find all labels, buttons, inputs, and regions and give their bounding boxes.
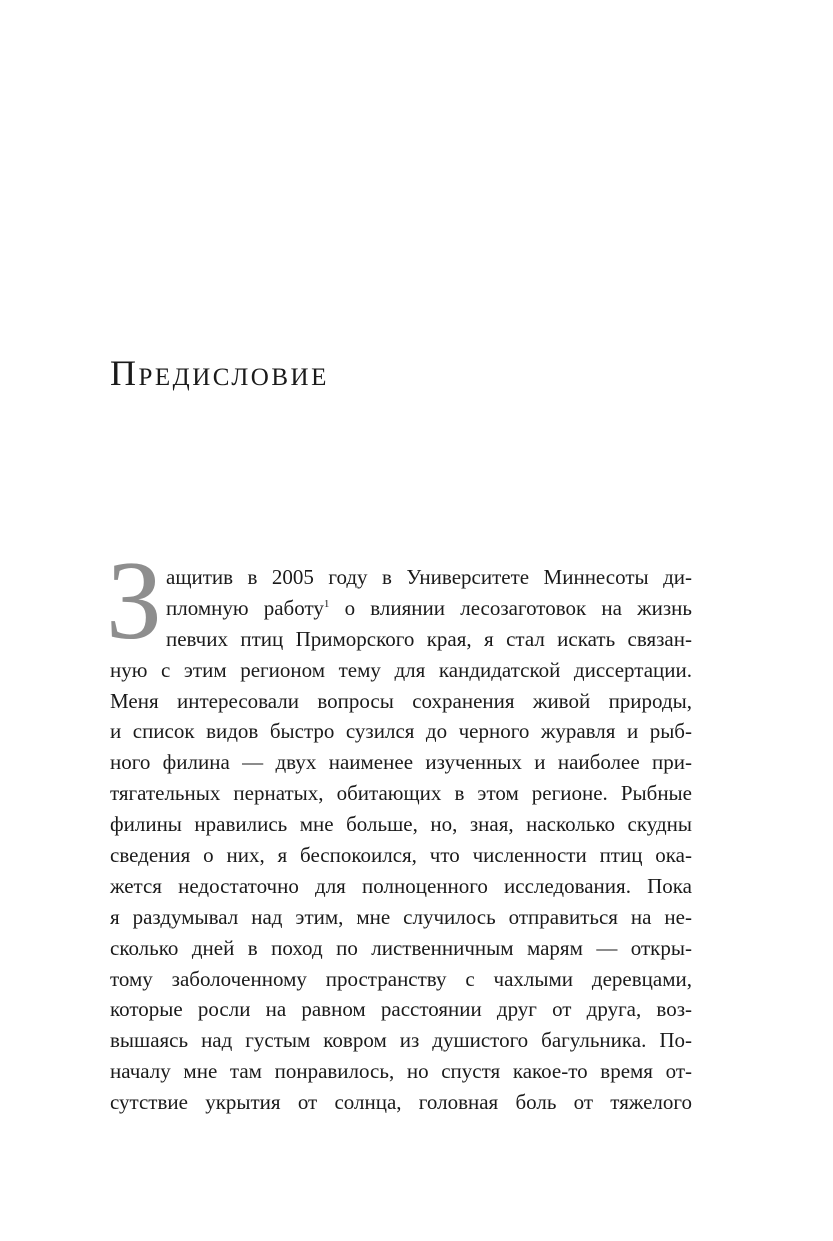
text-line — [110, 562, 692, 593]
text-line — [110, 716, 692, 747]
text-line-content: я раздумывал над этим, мне случилось отправиться на не- — [110, 904, 692, 929]
text-line-content: сколько дней в поход по лиственничным марям — откры- — [110, 935, 692, 960]
text-line — [110, 840, 692, 871]
text-line — [110, 809, 692, 840]
text-line-content: сутствие укрытия от солнца, головная боль от тяжелого — [110, 1090, 692, 1115]
text-line — [110, 1087, 692, 1118]
text-line-content: о влиянии лесозаготовок на жизнь — [329, 595, 692, 620]
text-line — [110, 994, 692, 1025]
text-line-content: Меня интересовали вопросы сохранения живой природы, — [110, 688, 692, 713]
text-line — [110, 624, 692, 655]
text-line-content: тому заболоченному пространству с чахлыми деревцами, — [110, 966, 692, 991]
text-line-content: ащитив в 2005 году в Университете Миннесоты ди- — [166, 565, 692, 589]
text-line — [110, 747, 692, 778]
text-line-content: вышаясь над густым ковром из душистого багульника. По- — [110, 1028, 692, 1053]
chapter-title: Предисловие — [110, 353, 329, 393]
body-text — [110, 562, 692, 1118]
footnote-marker[interactable]: 1 — [323, 597, 330, 610]
text-line-content: и список видов быстро сузился до черного журавля и рыб- — [110, 719, 692, 744]
text-line-content: которые росли на равном расстоянии друг от друга, воз- — [110, 997, 692, 1022]
text-line-content: сведения о них, я беспокоился, что численности птиц ока- — [110, 843, 692, 868]
text-line — [110, 871, 692, 902]
text-line — [110, 902, 692, 933]
text-line-content: ную с этим регионом тему для кандидатской диссертации. — [110, 657, 692, 682]
text-line — [110, 964, 692, 995]
text-line-content: певчих птиц Приморского края, я стал искать связан- — [166, 626, 692, 651]
text-line — [110, 593, 692, 624]
drop-cap: З — [106, 539, 163, 663]
text-line — [110, 1025, 692, 1056]
text-line — [110, 933, 692, 964]
text-line-content: тягательных пернатых, обитающих в этом регионе. Рыбные — [110, 781, 692, 806]
text-line-content: жется недостаточно для полноценного исследования. Пока — [110, 873, 692, 898]
text-line — [110, 1056, 692, 1087]
text-line — [110, 655, 692, 686]
text-line-content: пломную работу — [166, 595, 324, 620]
text-line-content: началу мне там понравилось, но спустя какое-то время от- — [110, 1059, 692, 1084]
text-line-content: ного филина — двух наименее изученных и наиболее при- — [110, 750, 692, 775]
text-line — [110, 778, 692, 809]
text-line — [110, 686, 692, 717]
text-line-content: филины нравились мне больше, но, зная, насколько скудны — [110, 812, 692, 837]
